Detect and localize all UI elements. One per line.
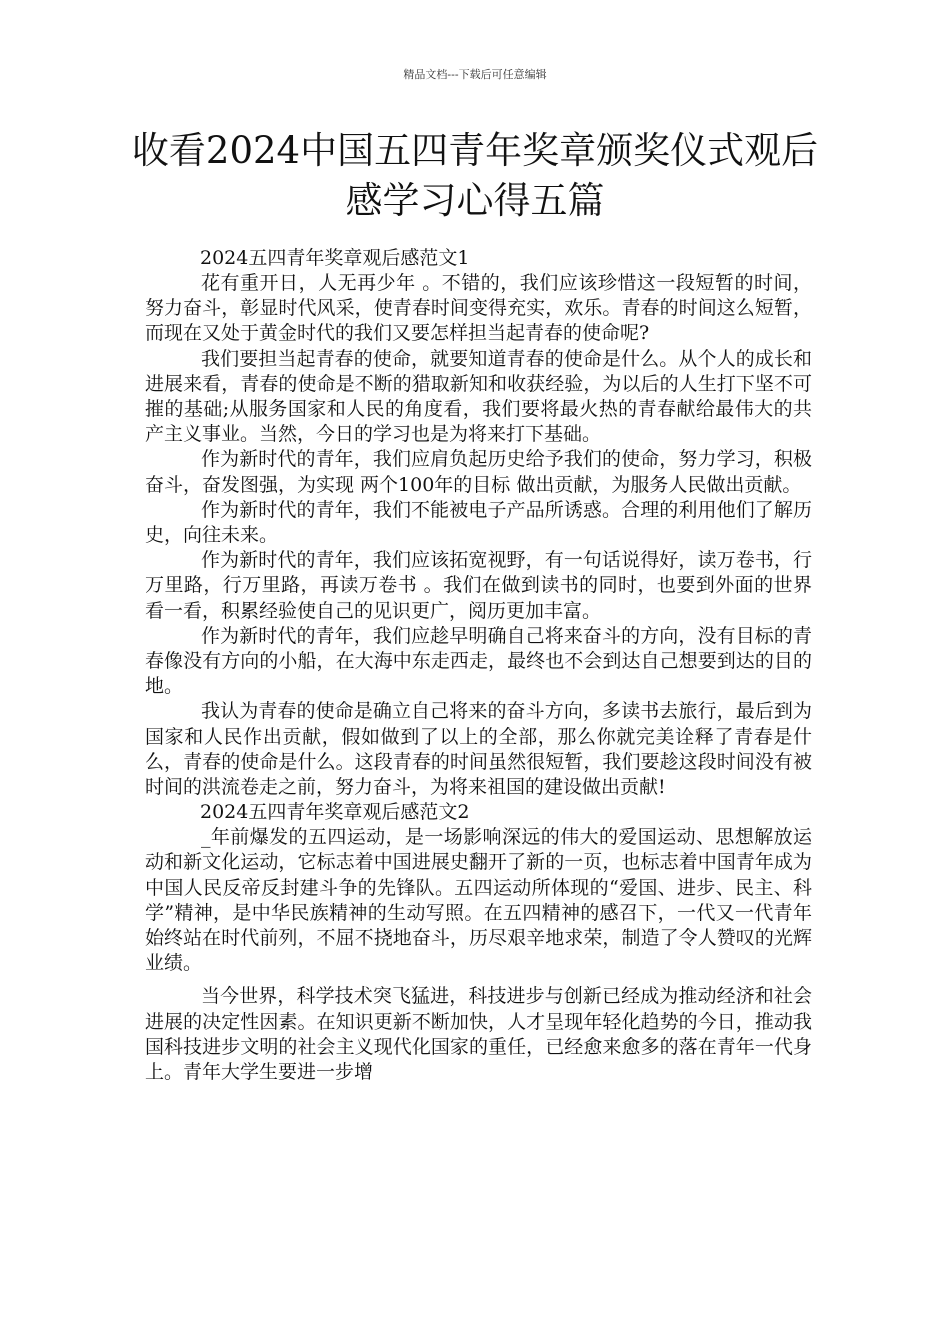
paragraph: 我认为青春的使命是确立自己将来的奋斗方向，多读书去旅行，最后到为国家和人民作出贡献，假如做到了以上的全部，那么你就完美诠释了青春是什么，青春的使命是什么。这段青春的时间虽然很短暂，我们要趁这段时间没有被时间的洪流卷走之前，努力奋斗，为将来祖国的建设做出贡献! bbox=[145, 700, 812, 799]
paragraph: 作为新时代的青年，我们不能被电子产品所诱惑。合理的利用他们了解历史，向往未来。 bbox=[145, 498, 812, 547]
paragraph: 我们要担当起青春的使命，就要知道青春的使命是什么。从个人的成长和进展来看，青春的使命是不断的猎取新知和收获经验，为以后的人生打下坚不可摧的基础;从服务国家和人民的角度看，我们要将最火热的青春献给最伟大的共产主义事业。当然，今日的学习也是为将来打下基础。 bbox=[145, 347, 812, 446]
paragraph: 花有重开日，人无再少年 。不错的，我们应该珍惜这一段短暂的时间，努力奋斗，彰显时代风采，使青春时间变得充实，欢乐。青春的时间这么短暂，而现在又处于黄金时代的我们又要怎样担当起青春的使命呢? bbox=[145, 272, 812, 345]
paragraph: 作为新时代的青年，我们应该拓宽视野，有一句话说得好，读万卷书，行万里路，行万里路，再读万卷书 。我们在做到读书的同时，也要到外面的世界看一看，积累经验使自己的见识更广，阅历更加丰富。 bbox=[145, 549, 812, 622]
document-title: 收看2024中国五四青年奖章颁奖仪式观后感学习心得五篇 bbox=[131, 129, 819, 222]
paragraph: _年前爆发的五四运动，是一场影响深远的伟大的爱国运动、思想解放运动和新文化运动，它标志着中国进展史翻开了新的一页，也标志着中国青年成为中国人民反帝反封建斗争的先锋队。五四运动所体现的“爱国、进步、民主、科学”精神，是中华民族精神的生动写照。在五四精神的感召下，一代又一代青年始终站在时代前列，不屈不挠地奋斗，历尽艰辛地求荣，制造了令人赞叹的光辉业绩。 bbox=[145, 826, 812, 975]
document-body bbox=[145, 246, 812, 1085]
header-note: 精品文档---下载后可任意编辑 bbox=[403, 68, 547, 81]
paragraph: 当今世界，科学技术突飞猛进，科技进步与创新已经成为推动经济和社会进展的决定性因素。在知识更新不断加快，人才呈现年轻化趋势的今日，推动我国科技进步文明的社会主义现代化国家的重任，已经愈来愈多的落在青年一代身上。青年大学生要进一步增 bbox=[145, 985, 812, 1084]
section-heading-1: 2024五四青年奖章观后感范文1 bbox=[200, 247, 470, 269]
paragraph: 作为新时代的青年，我们应肩负起历史给予我们的使命，努力学习，积极奋斗，奋发图强，为实现 两个100年的目标 做出贡献，为服务人民做出贡献。 bbox=[145, 448, 812, 496]
paragraph: 作为新时代的青年，我们应趁早明确自己将来奋斗的方向，没有目标的青春像没有方向的小船，在大海中东走西走，最终也不会到达自己想要到达的目的地。 bbox=[145, 624, 812, 698]
section-heading-2: 2024五四青年奖章观后感范文2 bbox=[200, 801, 470, 824]
